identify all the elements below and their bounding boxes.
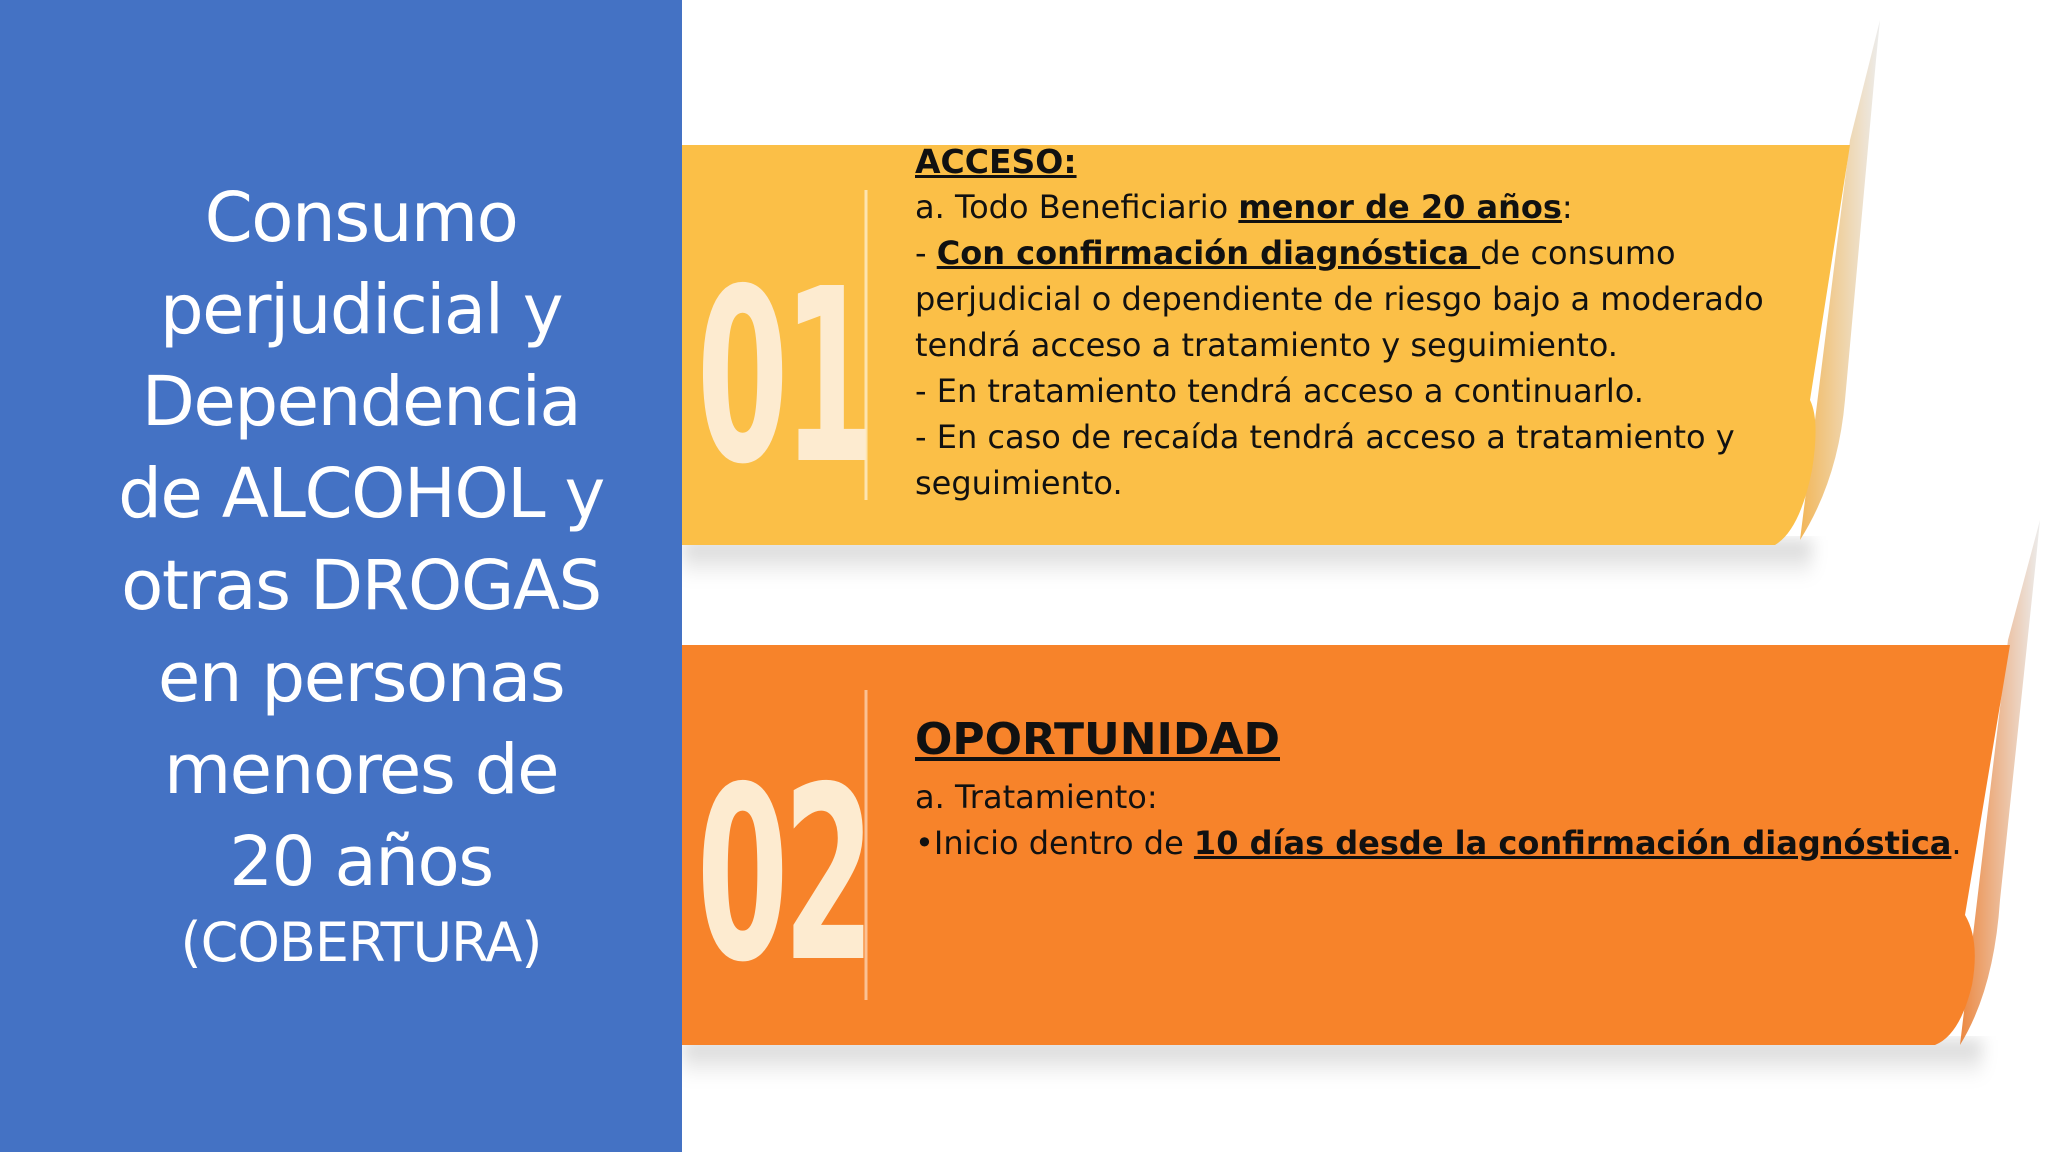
text-span: de consumo — [1480, 234, 1676, 272]
section-1-line: - En caso de recaída tendrá acceso a tratamiento y — [915, 418, 1735, 456]
emphasis-text: 10 días desde la confirmación diagnóstica — [1193, 824, 1952, 862]
section-1-content — [915, 140, 1925, 506]
section-1-heading: ACCESO: — [915, 142, 1077, 181]
section-1-number: 01 — [696, 236, 870, 518]
title-line: menores de — [163, 730, 559, 810]
section-1-line: seguimiento. — [915, 464, 1123, 502]
section-1-line: - En tratamiento tendrá acceso a continuarlo. — [915, 372, 1644, 410]
text-span: •Inicio dentro de — [915, 824, 1194, 862]
title-line: en personas — [157, 638, 565, 718]
title-line: 20 años — [229, 822, 493, 902]
title-block — [0, 172, 722, 978]
text-span: a. Todo Beneficiario — [915, 188, 1239, 226]
title-line: Consumo — [204, 178, 518, 258]
text-span: - — [915, 234, 937, 272]
slide-subtitle: (COBERTURA) — [180, 911, 542, 974]
section-2-number: 02 — [696, 734, 870, 1016]
title-line: perjudicial y — [159, 270, 563, 350]
title-line: de ALCOHOL y — [118, 454, 604, 534]
ribbon-1-shadow — [682, 540, 1812, 580]
section-1-line: tendrá acceso a tratamiento y seguimiento. — [915, 326, 1618, 364]
ribbon-2-shadow — [682, 1040, 1982, 1080]
emphasis-text: menor de 20 años — [1238, 188, 1562, 226]
section-2-content — [915, 712, 1995, 866]
text-span: : — [1561, 188, 1573, 226]
section-1-line: perjudicial o dependiente de riesgo bajo a moderado — [915, 280, 1764, 318]
section-1-line — [915, 184, 1925, 230]
section-2-line: a. Tratamiento: — [915, 778, 1158, 816]
title-line: otras DROGAS — [121, 546, 601, 626]
slide-title — [0, 172, 722, 908]
section-2-line — [915, 820, 1995, 866]
section-2-heading: OPORTUNIDAD — [915, 714, 1280, 765]
text-span: . — [1951, 824, 1962, 862]
section-1-line — [915, 230, 1925, 276]
emphasis-text: Con confirmación diagnóstica — [936, 234, 1481, 272]
title-line: Dependencia — [141, 362, 581, 442]
